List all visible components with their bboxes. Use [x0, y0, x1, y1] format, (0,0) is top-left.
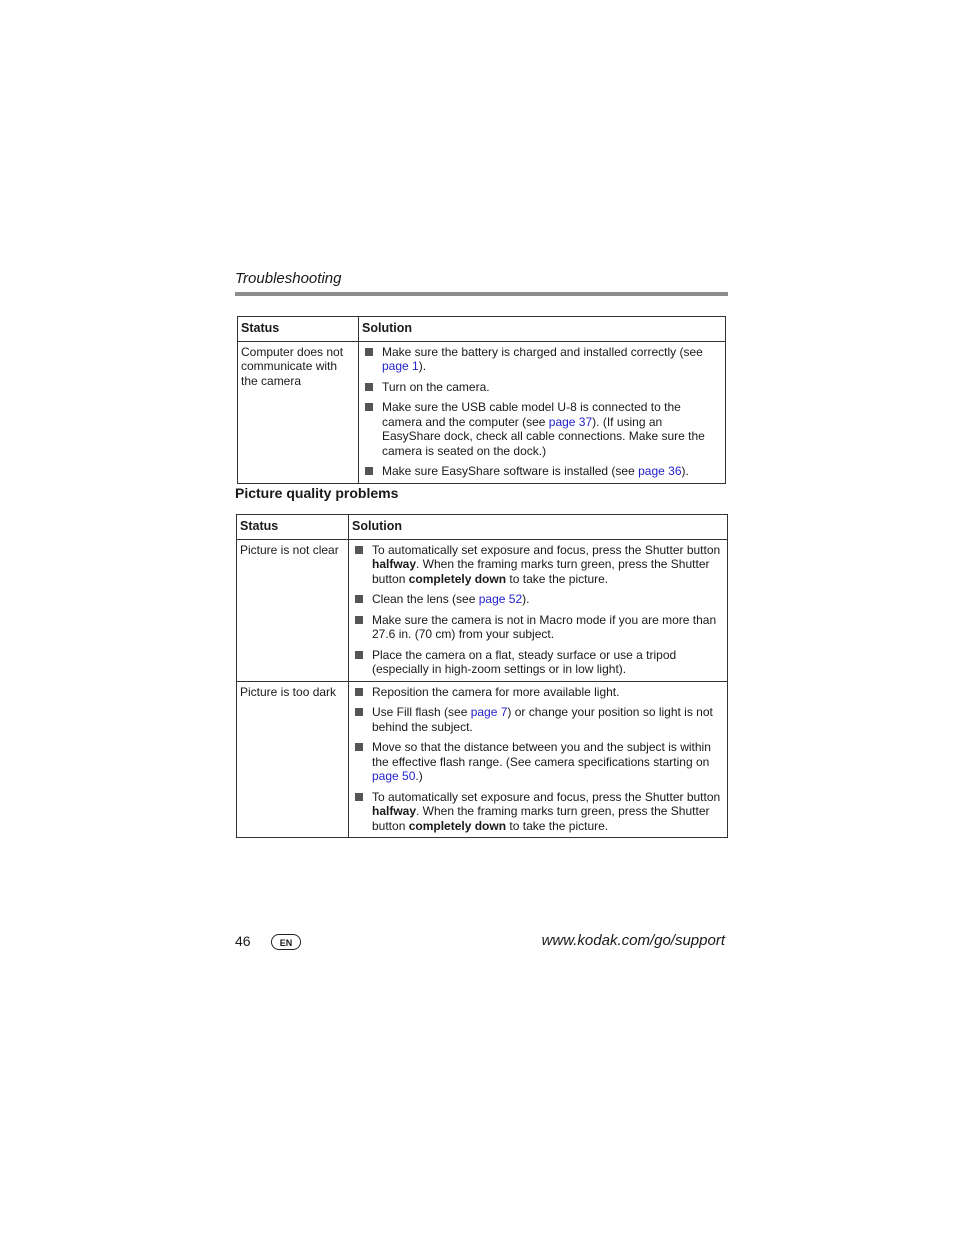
solution-text: Clean the lens (see [372, 592, 479, 606]
table-row [237, 539, 728, 681]
square-bullet-icon [355, 651, 363, 659]
page-reference-link[interactable]: page 1 [382, 359, 419, 373]
solution-text: Turn on the camera. [382, 379, 490, 394]
solution-text: .) [415, 769, 423, 783]
header-rule [235, 292, 728, 296]
solution-text: To automatically set exposure and focus, press the Shutter button [372, 542, 721, 557]
language-badge: EN [271, 934, 301, 950]
square-bullet-icon [365, 383, 373, 391]
square-bullet-icon [365, 403, 373, 411]
solution-cell [349, 539, 728, 681]
list-item [352, 592, 724, 607]
list-item [362, 464, 722, 479]
square-bullet-icon [355, 595, 363, 603]
list-item [352, 648, 724, 677]
solution-text: Make sure the USB cable model U-8 is connected to the camera and the computer (see [382, 400, 681, 429]
troubleshooting-table-picture-quality [236, 514, 728, 838]
list-item [362, 345, 722, 374]
solution-cell [349, 681, 728, 838]
table-header-row [237, 515, 728, 540]
solution-list [362, 345, 722, 479]
status-cell: Picture is not clear [237, 539, 349, 681]
list-item [352, 613, 724, 642]
page-header-title: Troubleshooting [235, 270, 342, 287]
page-reference-link[interactable]: page 7 [470, 705, 508, 719]
square-bullet-icon [355, 688, 363, 696]
status-cell: Computer does not communicate with the camera [238, 341, 359, 483]
page-reference-link[interactable]: page 52 [478, 592, 523, 606]
section-heading: Picture quality problems [235, 485, 399, 501]
square-bullet-icon [365, 348, 373, 356]
list-item [362, 400, 722, 458]
table-row [237, 681, 728, 838]
page-reference-link[interactable]: page 36 [638, 464, 682, 478]
table-header-row [238, 317, 726, 342]
solution-text: Make sure EasyShare software is installed (see [382, 464, 639, 478]
solution-text: ) or change your position so light is not behind the subject. [372, 705, 713, 734]
solution-text: ). [522, 592, 530, 606]
column-header-solution: Solution [349, 515, 728, 540]
footer-url: www.kodak.com/go/support [541, 932, 725, 949]
table1-body [238, 341, 726, 483]
column-header-status: Status [238, 317, 359, 342]
table2-body [237, 539, 728, 838]
list-item [352, 685, 724, 700]
square-bullet-icon [355, 708, 363, 716]
list-item [352, 790, 724, 834]
solution-cell [359, 341, 726, 483]
solution-text: to take the picture. [506, 818, 609, 833]
square-bullet-icon [355, 546, 363, 554]
solution-list [352, 543, 724, 677]
solution-text: ). (If using an EasyShare dock, check all cable connections. Make sure the camera is seated on the dock.) [382, 414, 705, 458]
emphasis-text: halfway [372, 557, 417, 571]
square-bullet-icon [355, 793, 363, 801]
solution-list [352, 685, 724, 834]
solution-text: ). [418, 359, 427, 373]
page-reference-link[interactable]: page 50 [372, 769, 416, 783]
solution-text: . When the framing marks turn green, press the Shutter button [372, 557, 710, 586]
solution-text: Use Fill flash (see [372, 705, 471, 719]
troubleshooting-table-connection [237, 316, 726, 484]
emphasis-text: halfway [372, 804, 417, 818]
solution-text: Reposition the camera for more available light. [372, 684, 620, 699]
page-number: 46 [235, 933, 251, 949]
square-bullet-icon [355, 616, 363, 624]
list-item [362, 380, 722, 395]
list-item [352, 543, 724, 587]
column-header-solution: Solution [359, 317, 726, 342]
solution-text: to take the picture. [506, 571, 609, 586]
solution-text: Make sure the battery is charged and installed correctly (see [382, 344, 703, 359]
square-bullet-icon [355, 743, 363, 751]
solution-text: Make sure the camera is not in Macro mode if you are more than 27.6 in. (70 cm) from your subject. [372, 612, 717, 641]
emphasis-text: completely down [408, 818, 507, 833]
status-cell: Picture is too dark [237, 681, 349, 838]
square-bullet-icon [365, 467, 373, 475]
solution-text: To automatically set exposure and focus, press the Shutter button [372, 789, 721, 804]
list-item [352, 705, 724, 734]
solution-text: Place the camera on a flat, steady surface or use a tripod (especially in high-zoom settings or in low light). [372, 647, 677, 676]
page-reference-link[interactable]: page 37 [548, 414, 593, 429]
column-header-status: Status [237, 515, 349, 540]
emphasis-text: completely down [408, 571, 507, 586]
solution-text: ). [681, 464, 689, 478]
solution-text: . When the framing marks turn green, press the Shutter button [372, 804, 710, 833]
list-item [352, 740, 724, 784]
table-row [238, 341, 726, 483]
solution-text: Move so that the distance between you and the subject is within the effective flash range. (See camera specifications starting on [372, 740, 711, 769]
